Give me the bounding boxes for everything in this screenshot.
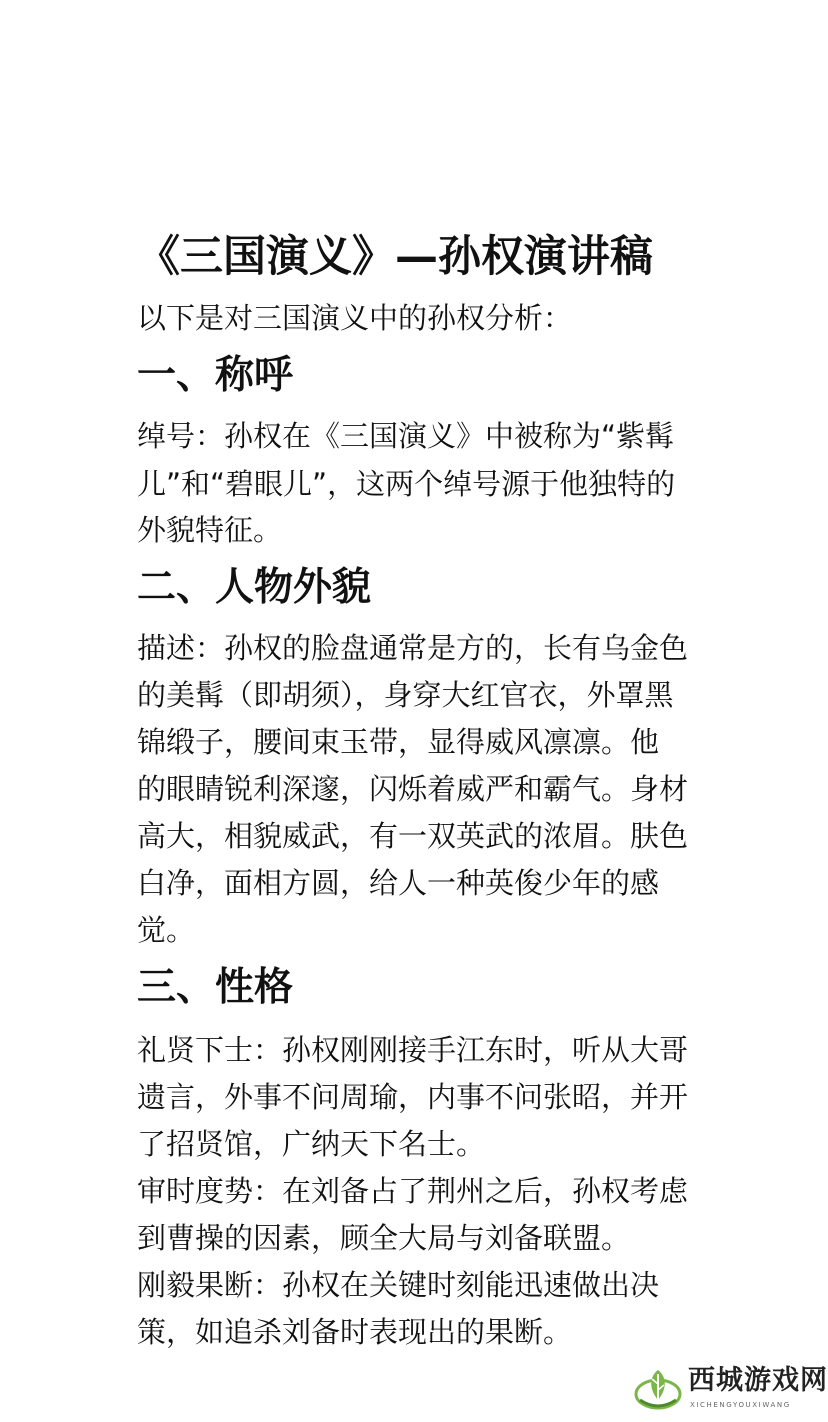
paragraph-line: 审时度势：在刘备占了荆州之后，孙权考虑: [137, 1174, 689, 1208]
section-heading-2: 二、人物外貌: [137, 565, 372, 610]
paragraph-line: 绰号：孙权在《三国演义》中被称为“紫髯: [137, 419, 675, 453]
article-title: 《三国演义》—孙权演讲稿: [137, 232, 653, 282]
paragraph-line: 刚毅果断：孙权在关键时刻能迅速做出决: [137, 1268, 660, 1302]
paragraph-line: 儿”和“碧眼儿”，这两个绰号源于他独特的: [137, 467, 676, 501]
paragraph-line: 礼贤下士：孙权刚刚接手江东时，听从大哥: [137, 1033, 689, 1067]
paragraph-line: 外貌特征。: [137, 513, 283, 547]
site-watermark: [632, 1362, 828, 1416]
paragraph-line: 白净，面相方圆，给人一种英俊少年的感: [137, 866, 660, 900]
paragraph-line: 了招贤馆，广纳天下名士。: [137, 1127, 486, 1161]
paragraph-line: 遗言，外事不问周瑜，内事不问张昭，并开: [137, 1080, 689, 1114]
paragraph-line: 到曹操的因素，顾全大局与刘备联盟。: [137, 1221, 631, 1255]
paragraph-line: 策，如追杀刘备时表现出的果断。: [137, 1315, 573, 1349]
watermark-pinyin: XICHENGYOUXIWANG: [690, 1401, 791, 1409]
section-heading-3: 三、性格: [137, 965, 294, 1010]
watermark-name: 西城游戏网: [688, 1365, 828, 1396]
intro-text: 以下是对三国演义中的孙权分析：: [137, 301, 573, 335]
paragraph-line: 锦缎子，腰间束玉带，显得威风凛凛。他: [137, 725, 660, 759]
section-heading-1: 一、称呼: [137, 353, 294, 398]
paragraph-line: 的美髯（即胡须），身穿大红官衣，外罩黑: [137, 678, 674, 712]
paragraph-line: 觉。: [137, 913, 196, 947]
paragraph-line: 的眼睛锐利深邃，闪烁着威严和霸气。身材: [137, 772, 689, 806]
leaf-logo-icon: [632, 1364, 684, 1412]
paragraph-line: 高大，相貌威武，有一双英武的浓眉。肤色: [137, 819, 689, 853]
paragraph-line: 描述：孙权的脸盘通常是方的，长有乌金色: [137, 631, 689, 665]
